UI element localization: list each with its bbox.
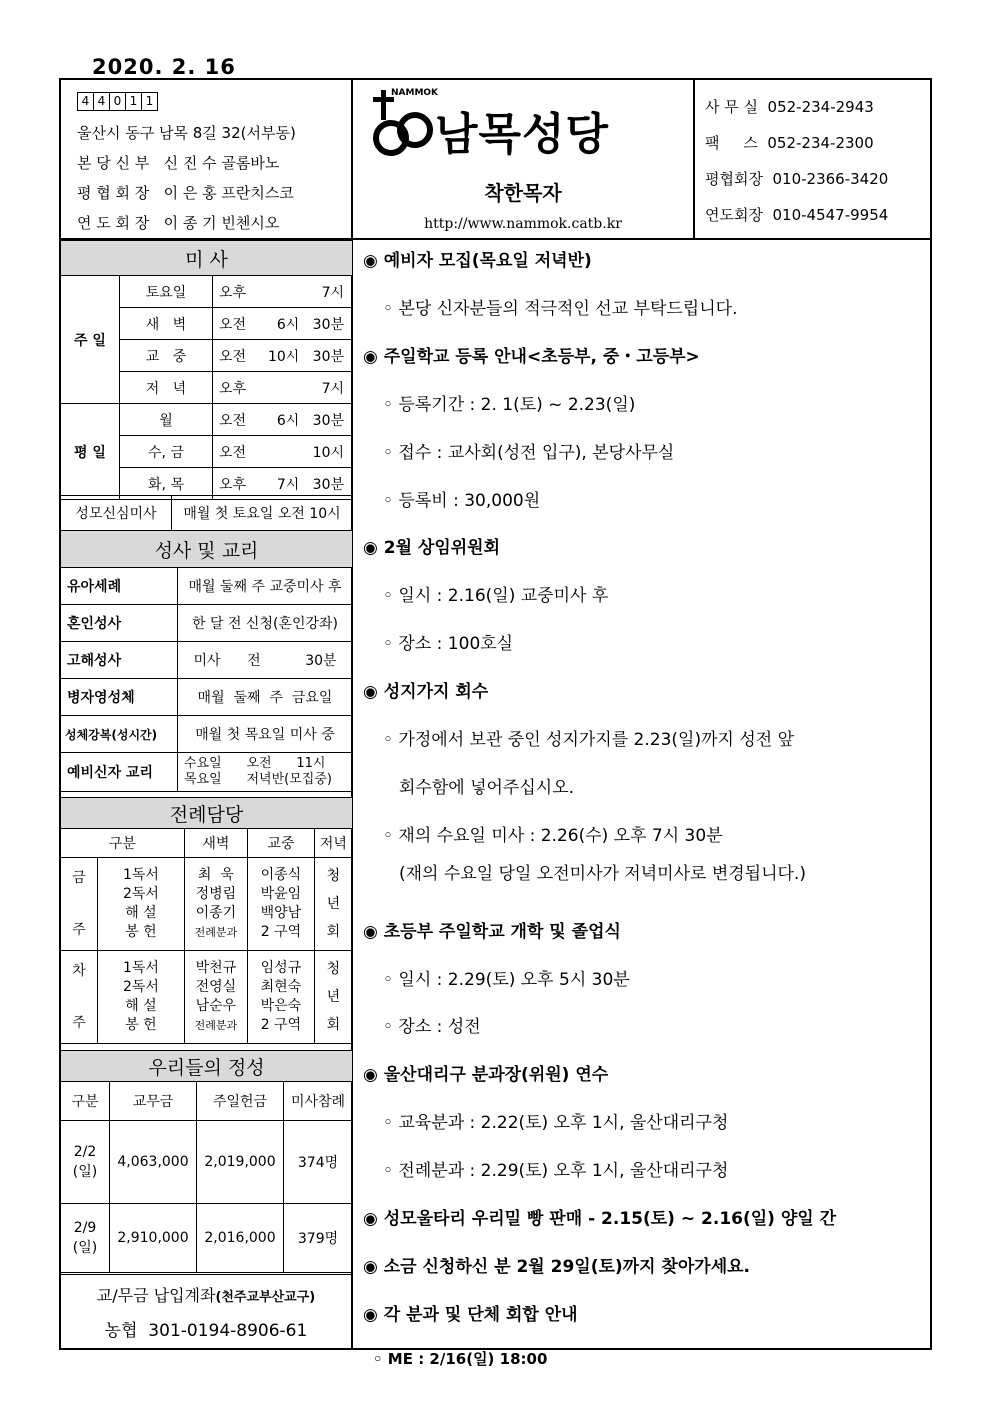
server-name: 이종식	[260, 867, 302, 883]
offering-attendance: 374명	[284, 1121, 353, 1204]
pastor-line: 본 당 신 부 신 진 수 골롬바노	[77, 154, 280, 172]
role: 봉 헌	[125, 1017, 157, 1033]
evening-group-char: 회	[326, 924, 341, 940]
mass-time: 6시 30분	[267, 404, 353, 436]
mary-mass-value: 매월 첫 토요일 오전 10시	[172, 496, 353, 531]
role: 해 설	[125, 905, 157, 921]
liturgy-header: 저녁	[314, 829, 352, 858]
role: 2독서	[122, 886, 159, 902]
mass-ampm: 오후	[213, 468, 268, 500]
account-box	[61, 1274, 351, 1341]
server-name: 전영실	[195, 979, 237, 995]
notice-heading: ◉ 각 분과 및 단체 회합 안내	[363, 1304, 578, 1325]
mass-time: 10시 30분	[267, 340, 353, 372]
notice-heading: ◉ 성지가지 회수	[363, 682, 489, 703]
logo-mark-text: NAMMOK	[391, 88, 439, 98]
mass-name: 새 벽	[120, 308, 213, 340]
account-title-sub: (천주교부산교구)	[215, 1290, 316, 1305]
sacrament-value: 미사 전 30분	[178, 642, 353, 679]
evening-group-char: 년	[326, 896, 341, 912]
notice-heading: ◉ 성모울타리 우리밀 빵 판매 - 2.15(토) ~ 2.16(일) 양일 간	[363, 1209, 837, 1229]
offerings-header: 주일헌금	[197, 1082, 284, 1121]
server-name: 최 욱	[197, 867, 234, 883]
mass-ampm: 오전	[213, 404, 268, 436]
liturgy-header: 새벽	[184, 829, 247, 858]
postal-digit: 1	[141, 92, 158, 111]
notice-heading: ◉ 예비자 모집(목요일 저녁반)	[363, 251, 592, 271]
youth-head-line: 연 도 회 장 이 종 기 빈첸시오	[77, 214, 280, 232]
bulletin-subtitle: 착한목자	[484, 181, 562, 205]
notice-heading: ◉ 초등부 주일학교 개학 및 졸업식	[363, 921, 621, 942]
mass-name: 교 중	[120, 340, 213, 372]
server-name: 전례분과	[194, 926, 238, 939]
mass-name: 저 녁	[120, 372, 213, 404]
evening-group-char: 회	[326, 1017, 341, 1033]
contact-office: 사 무 실 052-234-2943	[705, 98, 874, 116]
sacraments-section-title: 성사 및 교리	[61, 531, 353, 568]
mass-schedule-table	[60, 240, 353, 500]
offerings-table	[60, 1050, 353, 1273]
notice-heading: ◉ 울산대리구 분과장(위원) 연수	[363, 1065, 609, 1086]
notice-item: ◦ 교육분과 : 2.22(토) 오후 1시, 울산대리구청	[383, 1113, 729, 1134]
mass-time: 6시 30분	[267, 308, 353, 340]
liturgy-section-title: 전례담당	[61, 798, 353, 829]
postal-digit: 1	[125, 92, 142, 111]
mass-section-title: 미 사	[61, 241, 353, 276]
server-name: 박은숙	[260, 998, 302, 1014]
notice-item: ◦ ME : 2/16(일) 18:00	[373, 1349, 548, 1368]
website-url[interactable]: http://www.nammok.catb.kr	[424, 216, 622, 232]
sacrament-value: 매월 둘째 주 금요일	[178, 679, 353, 716]
mass-ampm: 오전	[213, 436, 268, 468]
server-name: 최현숙	[260, 979, 302, 995]
offerings-section-title: 우리들의 정성	[61, 1051, 353, 1082]
mass-name: 수, 금	[120, 436, 213, 468]
evening-group-char: 년	[326, 989, 341, 1005]
notice-heading: ◉ 2월 상임위원회	[363, 538, 501, 559]
catechumen-label: 예비신자 교리	[61, 753, 178, 792]
sacrament-label: 병자영성체	[61, 679, 178, 716]
offering-attendance: 379명	[284, 1204, 353, 1273]
server-name: 임성규	[260, 960, 302, 976]
notice-item: 회수함에 넣어주십시오.	[399, 777, 575, 798]
offering-day: (일)	[72, 1164, 98, 1180]
offerings-header: 구분	[61, 1082, 110, 1121]
liturgy-header: 교중	[247, 829, 314, 858]
offering-dues: 4,063,000	[110, 1121, 197, 1204]
mass-name: 토요일	[120, 276, 213, 308]
contact-fax: 팩 스 052-234-2300	[705, 134, 874, 152]
server-name: 2 구역	[260, 1017, 302, 1033]
mass-name: 화, 목	[120, 468, 213, 500]
notice-item: ◦ 등록기간 : 2. 1(토) ~ 2.23(일)	[383, 394, 636, 415]
sacrament-label: 성체강복(성시간)	[61, 716, 178, 753]
role: 봉 헌	[125, 924, 157, 940]
catechumen-line: 수요일 오전 11시	[184, 756, 326, 771]
server-name: 정병림	[195, 886, 237, 902]
mass-time: 10시	[267, 436, 353, 468]
server-name: 남순우	[195, 998, 237, 1014]
mass-ampm: 오후	[213, 276, 268, 308]
week-label: 주	[72, 1015, 86, 1031]
notice-item: ◦ 가정에서 보관 중인 성지가지를 2.23(일)까지 성전 앞	[383, 730, 794, 750]
offering-date: 2/9	[73, 1220, 97, 1236]
parish-info	[61, 80, 353, 238]
notice-item: ◦ 접수 : 교사회(성전 입구), 본당사무실	[383, 442, 675, 463]
offerings-header: 교무금	[110, 1082, 197, 1121]
notice-item: ◦ 재의 수요일 미사 : 2.26(수) 오후 7시 30분	[383, 825, 723, 846]
offerings-header: 미사참례	[284, 1082, 353, 1121]
mass-ampm: 오전	[213, 308, 268, 340]
server-name: 전례분과	[194, 1019, 238, 1032]
contact-youth: 연도회장 010-4547-9954	[705, 206, 889, 224]
liturgy-header: 구분	[61, 829, 185, 858]
postal-digit: 0	[109, 92, 126, 111]
evening-group-char: 청	[326, 961, 341, 977]
offering-sunday: 2,019,000	[197, 1121, 284, 1204]
notice-item: ◦ 장소 : 100호실	[383, 634, 514, 655]
church-logo-block	[353, 80, 695, 238]
notice-item: ◦ 일시 : 2.16(일) 교중미사 후	[383, 586, 609, 607]
notice-item: (재의 수요일 당일 오전미사가 저녁미사로 변경됩니다.)	[399, 863, 806, 884]
evening-group-char: 청	[326, 868, 341, 884]
notice-item: ◦ 전례분과 : 2.29(토) 오후 1시, 울산대리구청	[383, 1161, 729, 1182]
council-head-line: 평 협 회 장 이 은 홍 프란치스코	[77, 184, 294, 202]
server-name: 이종기	[195, 905, 237, 921]
offering-sunday: 2,016,000	[197, 1204, 284, 1273]
week-label: 차	[72, 963, 86, 979]
weekday-label: 평 일	[61, 404, 120, 500]
left-column	[59, 240, 353, 1350]
sacrament-label: 유아세례	[61, 568, 178, 605]
mass-name: 월	[120, 404, 213, 436]
sacrament-label: 혼인성사	[61, 605, 178, 642]
server-name: 2 구역	[260, 924, 302, 940]
offering-date: 2/2	[73, 1144, 97, 1160]
role: 해 설	[125, 998, 157, 1014]
mass-ampm: 오후	[213, 372, 268, 404]
server-name: 박윤임	[260, 886, 302, 902]
catechumen-line: 목요일 저녁반(모집중)	[184, 772, 332, 787]
church-name: 남목성당	[435, 109, 610, 160]
sacrament-value: 매월 첫 목요일 미사 중	[178, 716, 353, 753]
week-label: 금	[72, 870, 86, 886]
liturgy-roster-table	[60, 797, 353, 1044]
notice-item: ◦ 장소 : 성전	[383, 1017, 481, 1038]
mass-ampm: 오전	[213, 340, 268, 372]
sacraments-table	[60, 530, 353, 792]
role: 1독서	[122, 867, 159, 883]
postal-digit: 4	[93, 92, 110, 111]
role: 1독서	[122, 960, 159, 976]
table-row	[61, 1121, 353, 1204]
sacrament-label: 고해성사	[61, 642, 178, 679]
offering-dues: 2,910,000	[110, 1204, 197, 1273]
postal-code	[77, 92, 157, 111]
server-name: 박천규	[195, 960, 237, 976]
mass-time: 7시	[267, 276, 353, 308]
contact-council: 평협회장 010-2366-3420	[705, 170, 889, 188]
notices-column	[353, 240, 932, 1368]
week-label: 주	[72, 922, 86, 938]
mary-mass-table	[60, 495, 353, 531]
church-logo-icon	[367, 88, 437, 158]
offering-day: (일)	[72, 1240, 98, 1256]
mass-time: 7시 30분	[267, 468, 353, 500]
server-name: 백양남	[260, 905, 302, 921]
notice-item: ◦ 등록비 : 30,000원	[383, 490, 541, 511]
postal-digit: 4	[77, 92, 94, 111]
table-row	[61, 1204, 353, 1273]
sacrament-value: 매월 둘째 주 교중미사 후	[178, 568, 353, 605]
notice-heading: ◉ 소금 신청하신 분 2월 29일(토)까지 찾아가세요.	[363, 1256, 751, 1277]
contact-info	[695, 80, 932, 238]
account-number: 농협 301-0194-8906-61	[104, 1321, 308, 1341]
mass-time: 7시	[267, 372, 353, 404]
notice-heading: ◉ 주일학교 등록 안내<초등부, 중・고등부>	[363, 346, 700, 367]
notice-item: ◦ 본당 신자분들의 적극적인 선교 부탁드립니다.	[383, 298, 738, 319]
role: 2독서	[122, 979, 159, 995]
account-title: 교/무금 납입계좌	[96, 1286, 216, 1305]
sacrament-value: 한 달 전 신청(혼인강좌)	[178, 605, 353, 642]
address: 울산시 동구 남목 8길 32(서부동)	[77, 124, 296, 142]
bulletin-date: 2020. 2. 16	[92, 55, 236, 79]
notice-item: ◦ 일시 : 2.29(토) 오후 5시 30분	[383, 969, 630, 990]
header-box	[59, 78, 932, 240]
sunday-label: 주 일	[61, 276, 120, 404]
mary-mass-label: 성모신심미사	[61, 496, 172, 531]
